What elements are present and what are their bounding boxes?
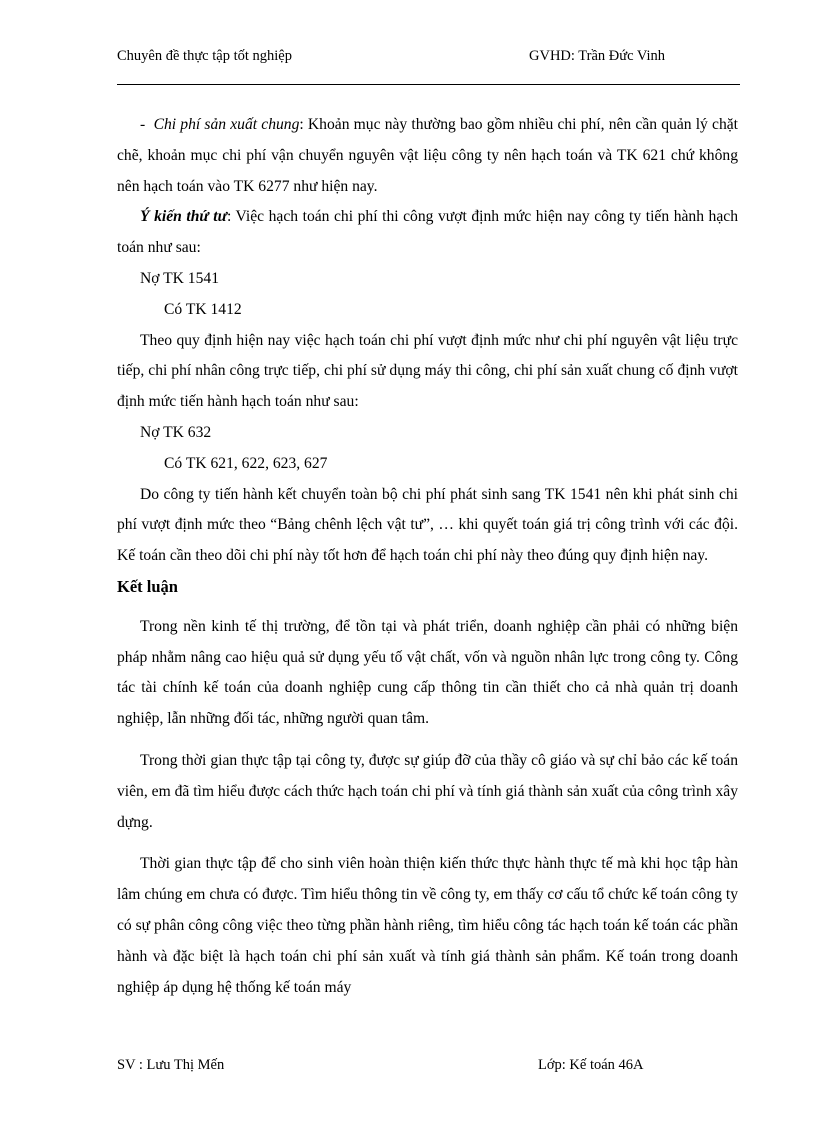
section-title: Kết luận	[117, 576, 178, 596]
paragraph-conclusion-1: Trong nền kinh tế thị trường, để tồn tại và phát triển, doanh nghiệp cần phải có những biện pháp nhằm nâng cao hiệu quả sử dụng yếu tố vật chất, vốn và nguồn nhân lực trong công ty. Công tác tài chính kế toán của doanh nghiệp cung cấp thông tin cần thiết cho cả nhà quản trị doanh nghiệp, lẫn những đối tác, những người quan tâm.	[117, 617, 738, 728]
header-divider	[117, 84, 740, 85]
journal-debit-line: Nợ TK 1541	[140, 269, 219, 287]
journal-credit-line: Có TK 621, 622, 623, 627	[164, 454, 328, 472]
footer-student: SV : Lưu Thị Mến	[117, 1057, 225, 1073]
paragraph-general-production-cost	[117, 110, 738, 202]
paragraph-conclusion-3: Thời gian thực tập để cho sinh viên hoàn thiện kiến thức thực hành thực tế mà khi học tập hàn lâm chúng em chưa có được. Tìm hiểu thông tin về công ty, em thấy cơ cấu tổ chức kế toán công ty có sự phân công công việc theo từng phần hành riêng, tìm hiểu công tác hạch toán kế toán các phần hành và đặc biệt là hạch toán chi phí sản xuất và tính giá thành sản phẩm. Kế toán trong doanh nghiệp áp dụng hệ thống kế toán máy	[117, 855, 738, 996]
header-topic: Chuyên đề thực tập tốt nghiệp	[117, 48, 292, 64]
paragraph-regulation: Theo quy định hiện nay việc hạch toán chi phí vượt định mức như chi phí nguyên vật liệu trực tiếp, chi phí nhân công trực tiếp, chi phí sử dụng máy thi công, chi phí sản xuất chung cố định vượt định mức tiến hành hạch toán như sau:	[117, 331, 738, 411]
page-header	[117, 48, 738, 70]
paragraph-label: Ý kiến thứ tư	[140, 208, 227, 226]
paragraph-text: : Khoản mục này thường bao gồm nhiều chi phí, nên cần quản lý chặt chẽ, khoản mục chi phí vận chuyển nguyên vật liệu công ty nên hạch toán và TK 621 chứ không nên hạch toán vào TK 6277 như hiện nay.	[117, 116, 739, 195]
page-body	[117, 110, 738, 1003]
list-dash: -	[140, 116, 146, 133]
journal-credit-line: Có TK 1412	[164, 300, 242, 318]
header-supervisor: GVHD: Trần Đức Vinh	[529, 48, 666, 64]
paragraph-conclusion-2: Trong thời gian thực tập tại công ty, được sự giúp đỡ của thầy cô giáo và sự chỉ bảo các kế toán viên, em đã tìm hiểu được cách thức hạch toán chi phí và tính giá thành sản xuất của công trình xây dựng.	[117, 751, 738, 831]
page-footer	[117, 1057, 738, 1079]
paragraph-text: : Việc hạch toán chi phí thi công vượt định mức hiện nay công ty tiến hành hạch toán như sau:	[117, 208, 738, 257]
paragraph-label: Chi phí sản xuất chung	[153, 116, 300, 133]
paragraph-transfer: Do công ty tiến hành kết chuyển toàn bộ chi phí phát sinh sang TK 1541 nên khi phát sinh chi phí vượt định mức theo “Bảng chênh lệch vật tư”, … khi quyết toán giá trị công trình với các đội. Kế toán cần theo dõi chi phí này tốt hơn để hạch toán chi phí này theo đúng quy định hiện nay.	[117, 485, 738, 565]
journal-debit-line: Nợ TK 632	[140, 423, 212, 441]
footer-class: Lớp: Kế toán 46A	[538, 1057, 644, 1073]
paragraph-opinion-four	[117, 202, 738, 264]
